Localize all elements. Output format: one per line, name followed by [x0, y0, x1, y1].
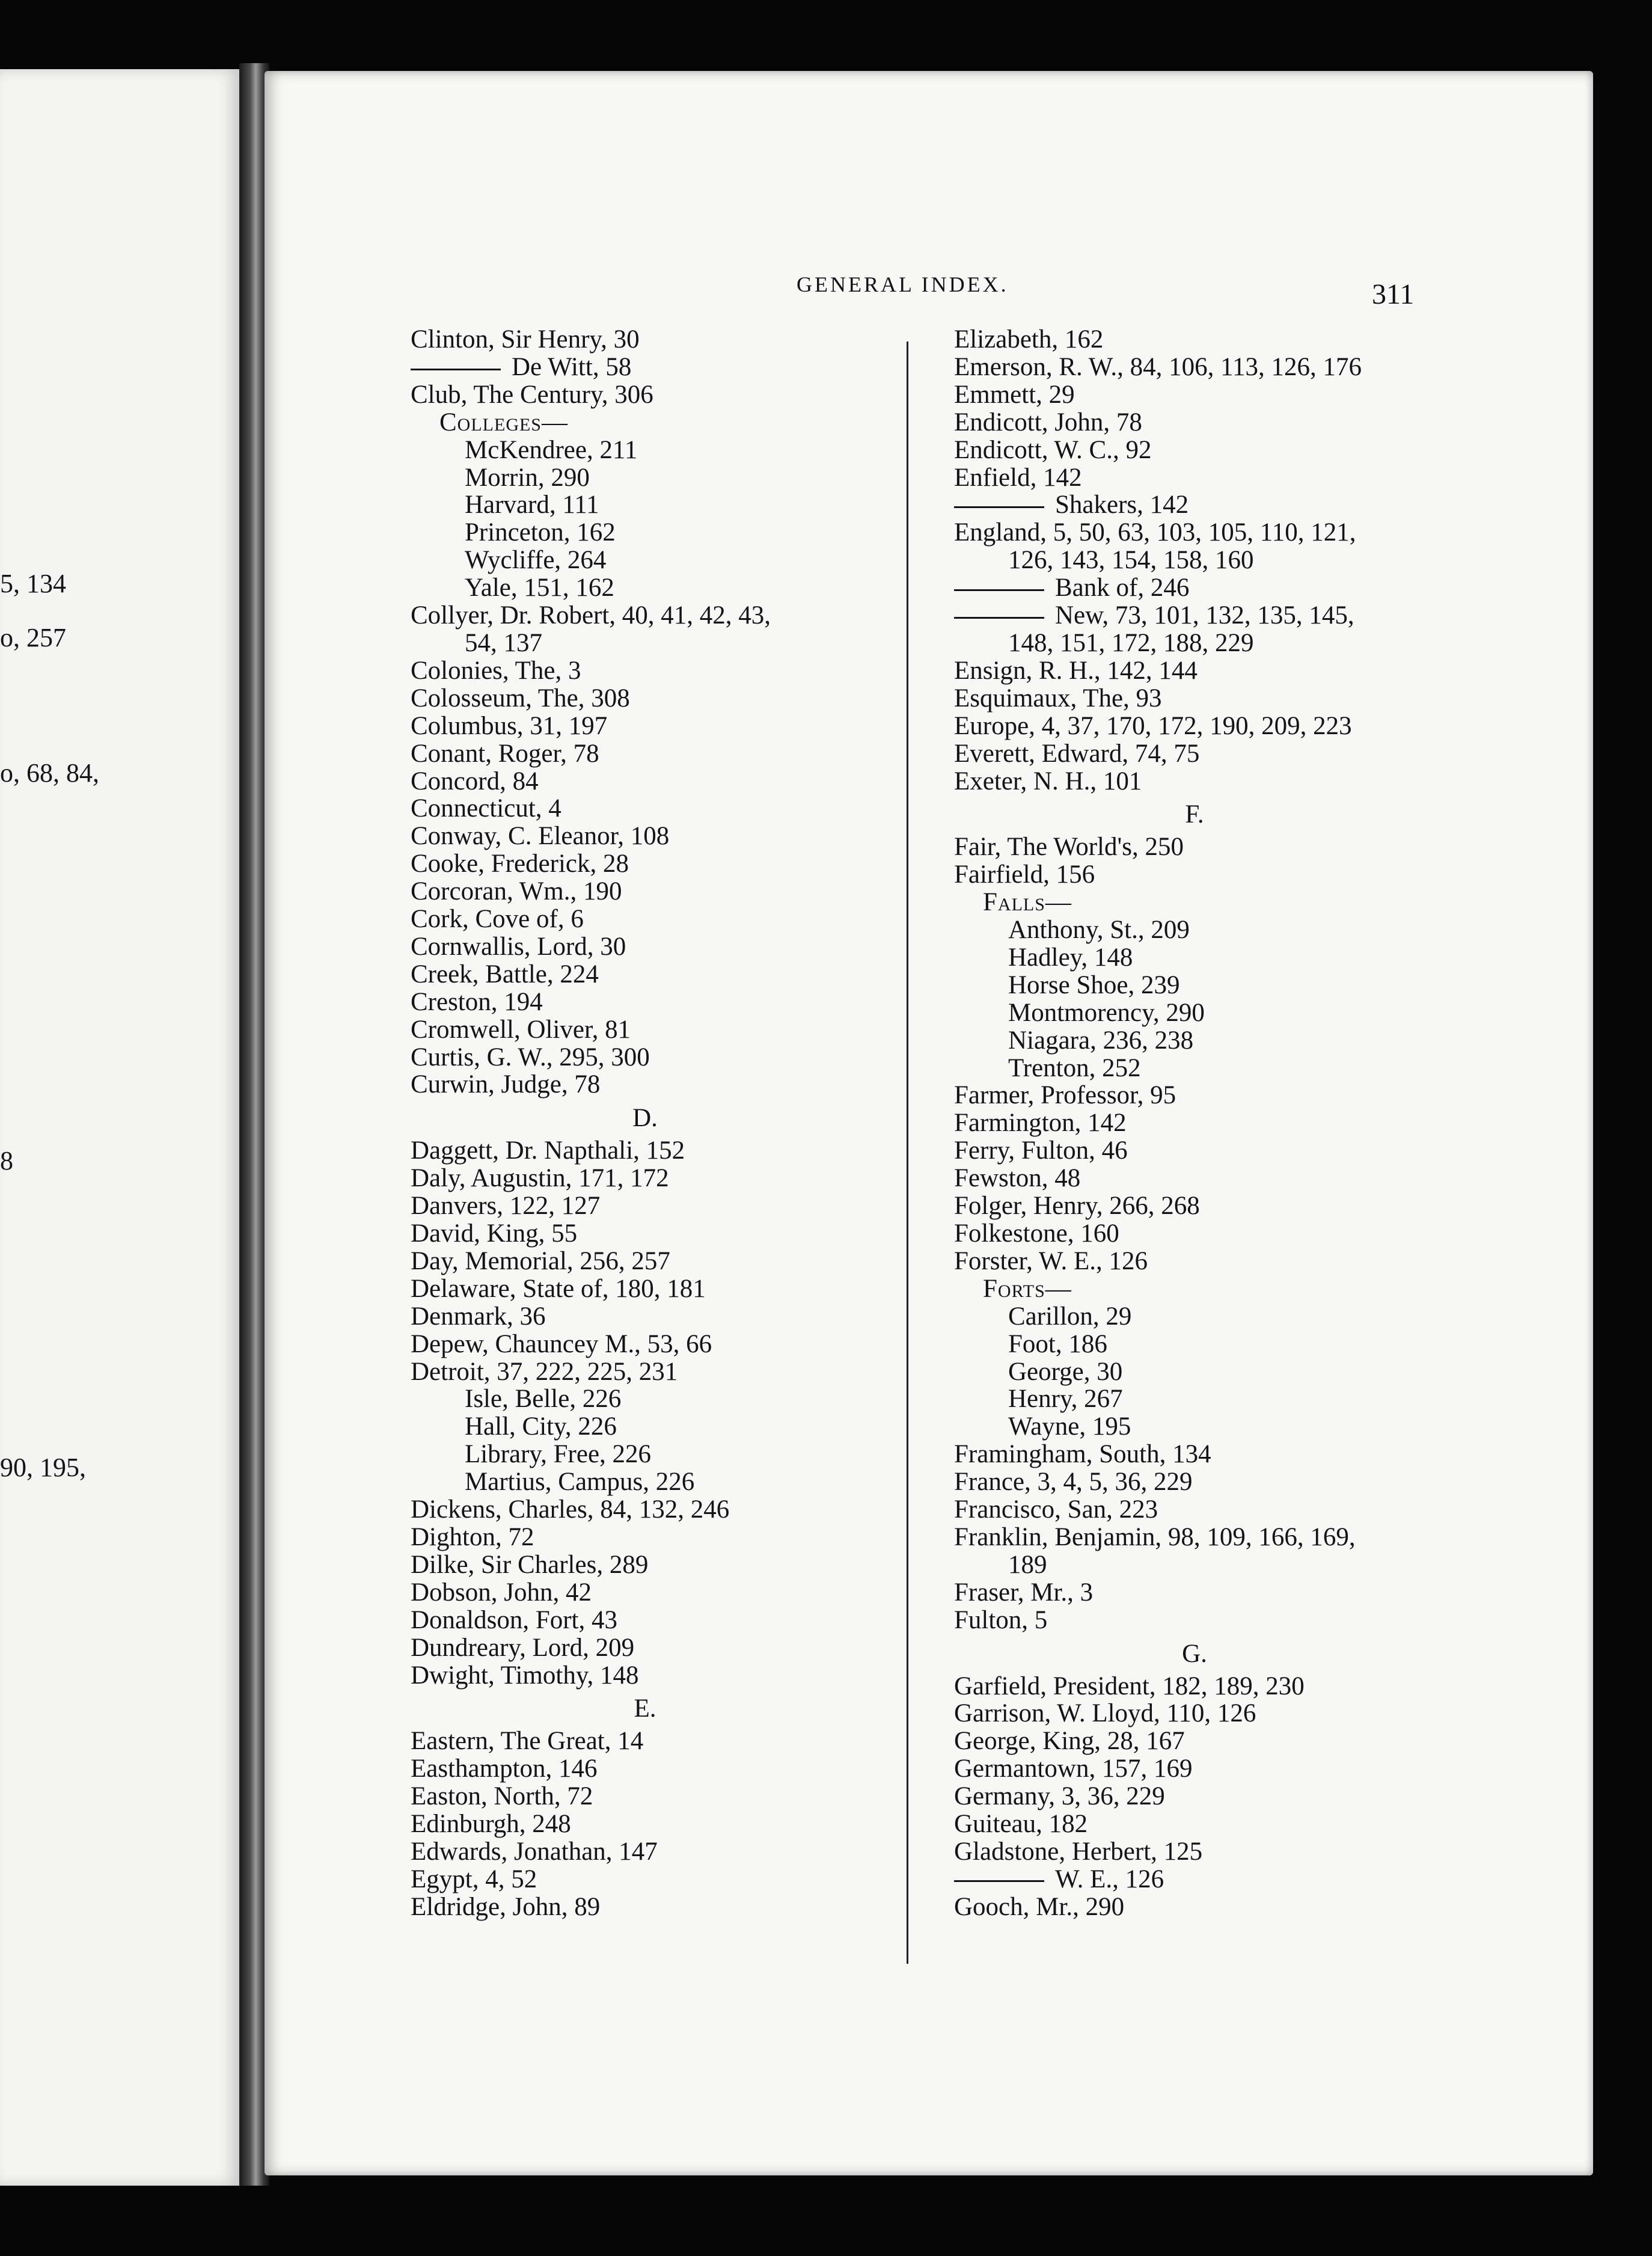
entry-text: Cooke, Frederick, 28 — [411, 850, 629, 878]
index-entry — [411, 823, 880, 850]
index-entry — [954, 1755, 1435, 1783]
entry-text: Dundreary, Lord, 209 — [411, 1633, 635, 1662]
index-entry — [411, 464, 880, 492]
previous-page-fragment: o, 257 — [0, 623, 66, 652]
entry-text: Library, Free, 226 — [465, 1440, 652, 1469]
index-entry — [411, 574, 880, 602]
index-subheading — [954, 1275, 1435, 1303]
index-subheading — [954, 889, 1435, 916]
index-entry-continuation — [954, 1551, 1435, 1579]
index-subheading — [411, 409, 880, 437]
entry-text: Delaware, State of, 180, 181 — [411, 1274, 706, 1303]
index-entry — [954, 464, 1435, 492]
entry-text: Guiteau, 182 — [954, 1810, 1088, 1839]
index-entry — [954, 1441, 1435, 1468]
entry-text: Colonies, The, 3 — [411, 656, 581, 685]
entry-text: Niagara, 236, 238 — [1008, 1026, 1194, 1055]
entry-text: Denmark, 36 — [411, 1302, 546, 1331]
entry-text: Martius, Campus, 226 — [465, 1468, 695, 1497]
index-entry — [954, 1838, 1435, 1866]
index-entry — [411, 1331, 880, 1358]
previous-page-fragment: 5, 134 — [0, 569, 66, 598]
index-entry — [954, 1700, 1435, 1727]
entry-text: Ensign, R. H., 142, 144 — [954, 656, 1198, 685]
entry-text: Folkestone, 160 — [954, 1219, 1119, 1248]
previous-page — [0, 69, 243, 2186]
index-entry — [411, 1634, 880, 1662]
previous-page-fragment: o, 68, 84, — [0, 758, 99, 788]
entry-text: Conway, C. Eleanor, 108 — [411, 822, 670, 851]
entry-text: Cork, Cove of, 6 — [411, 905, 584, 934]
entry-text: Henry, 267 — [1008, 1385, 1123, 1414]
index-entry — [954, 1783, 1435, 1810]
entry-text: W. E., 126 — [1055, 1865, 1164, 1893]
index-entry — [411, 795, 880, 823]
index-entry — [411, 1220, 880, 1248]
index-entry — [954, 1027, 1435, 1055]
index-entry — [954, 1220, 1435, 1248]
letter-heading: G. — [1182, 1639, 1207, 1668]
entry-text: McKendree, 211 — [465, 435, 638, 464]
entry-text: Edinburgh, 248 — [411, 1810, 571, 1839]
entry-text: Easthampton, 146 — [411, 1755, 598, 1783]
entry-text: Trenton, 252 — [1008, 1053, 1141, 1082]
index-entry — [954, 437, 1435, 464]
entry-text: Detroit, 37, 222, 225, 231 — [411, 1357, 678, 1386]
entry-text: Dighton, 72 — [411, 1522, 534, 1551]
index-entry — [411, 1783, 880, 1810]
index-entry — [411, 1755, 880, 1783]
entry-text: Fairfield, 156 — [954, 860, 1095, 889]
index-entry — [954, 768, 1435, 795]
index-entry — [411, 878, 880, 906]
ditto-dash — [411, 369, 501, 370]
entry-text: France, 3, 4, 5, 36, 229 — [954, 1468, 1193, 1497]
entry-text: Creston, 194 — [411, 987, 543, 1016]
entry-text: 189 — [1008, 1550, 1047, 1579]
entry-text: 126, 143, 154, 158, 160 — [1008, 546, 1254, 575]
index-entry — [411, 326, 880, 354]
index-entry — [411, 933, 880, 961]
entry-text: Columbus, 31, 197 — [411, 711, 608, 740]
entry-text: Hall, City, 226 — [465, 1412, 617, 1441]
index-entry — [954, 1192, 1435, 1220]
index-entry — [954, 1496, 1435, 1524]
index-entry — [954, 944, 1435, 972]
index-entry — [411, 1727, 880, 1755]
index-entry — [411, 1524, 880, 1551]
entry-text: Franklin, Benjamin, 98, 109, 166, 169, — [954, 1522, 1356, 1551]
entry-text: Gladstone, Herbert, 125 — [954, 1837, 1203, 1866]
page-number: 311 — [1372, 278, 1415, 310]
entry-text: Daggett, Dr. Napthali, 152 — [411, 1136, 685, 1165]
entry-text: Isle, Belle, 226 — [465, 1385, 622, 1414]
entry-text: Emmett, 29 — [954, 380, 1075, 409]
entry-text: Esquimaux, The, 93 — [954, 684, 1162, 713]
index-column-right — [954, 326, 1435, 1921]
entry-text: Eldridge, John, 89 — [411, 1892, 601, 1921]
index-entry — [954, 1055, 1435, 1082]
entry-text: Shakers, 142 — [1055, 491, 1189, 520]
entry-text: Curwin, Judge, 78 — [411, 1070, 601, 1099]
entry-text: Elizabeth, 162 — [954, 325, 1104, 354]
entry-text: Forts— — [983, 1274, 1072, 1303]
entry-text: Germany, 3, 36, 229 — [954, 1782, 1165, 1811]
index-entry — [411, 1303, 880, 1331]
entry-text: Egypt, 4, 52 — [411, 1865, 537, 1893]
index-entry — [954, 861, 1435, 889]
index-entry — [411, 1275, 880, 1303]
entry-text: Collyer, Dr. Robert, 40, 41, 42, 43, — [411, 601, 771, 630]
letter-heading: D. — [632, 1104, 658, 1133]
entry-text: David, King, 55 — [411, 1219, 578, 1248]
index-entry — [954, 519, 1435, 547]
index-entry — [954, 1137, 1435, 1165]
index-entry-continuation — [954, 547, 1435, 574]
index-entry — [954, 657, 1435, 685]
index-entry — [411, 602, 880, 630]
index-entry — [411, 1441, 880, 1468]
index-entry — [954, 602, 1435, 630]
entry-text: Wycliffe, 264 — [465, 546, 607, 575]
entry-text: Colosseum, The, 308 — [411, 684, 630, 713]
index-entry — [954, 740, 1435, 768]
index-entry — [954, 916, 1435, 944]
entry-text: Colleges— — [439, 408, 568, 437]
entry-text: Princeton, 162 — [465, 518, 616, 547]
entry-text: Depew, Chauncey M., 53, 66 — [411, 1329, 712, 1358]
index-entry — [411, 354, 880, 381]
entry-text: Gooch, Mr., 290 — [954, 1892, 1125, 1921]
entry-text: Daly, Augustin, 171, 172 — [411, 1164, 669, 1193]
index-entry — [411, 961, 880, 989]
entry-text: Eastern, The Great, 14 — [411, 1727, 644, 1756]
index-entry — [954, 1727, 1435, 1755]
letter-heading: F. — [1185, 800, 1204, 829]
ditto-dash — [954, 589, 1044, 591]
index-entry — [411, 1496, 880, 1524]
index-entry — [411, 519, 880, 547]
previous-page-fragment: 8 — [0, 1146, 13, 1176]
index-entry — [954, 1165, 1435, 1192]
index-entry — [954, 999, 1435, 1027]
entry-text: New, 73, 101, 132, 135, 145, — [1055, 601, 1354, 630]
index-entry — [411, 906, 880, 933]
entry-text: Connecticut, 4 — [411, 794, 561, 823]
index-entry — [411, 768, 880, 795]
index-entry — [411, 1358, 880, 1386]
entry-text: Foot, 186 — [1008, 1329, 1107, 1358]
index-entry — [954, 1810, 1435, 1838]
entry-text: Fulton, 5 — [954, 1605, 1048, 1634]
entry-text: Morrin, 290 — [465, 463, 590, 492]
entry-text: Fraser, Mr., 3 — [954, 1578, 1094, 1607]
index-entry — [411, 989, 880, 1016]
index-entry — [954, 713, 1435, 740]
entry-text: Dobson, John, 42 — [411, 1578, 592, 1607]
entry-text: Fewston, 48 — [954, 1164, 1081, 1193]
index-entry — [411, 850, 880, 878]
entry-text: 148, 151, 172, 188, 229 — [1008, 628, 1254, 657]
entry-text: Club, The Century, 306 — [411, 380, 653, 409]
index-entry — [954, 1673, 1435, 1700]
index-entry — [411, 491, 880, 519]
index-entry — [411, 1662, 880, 1690]
entry-text: Endicott, John, 78 — [954, 408, 1142, 437]
entry-text: Endicott, W. C., 92 — [954, 435, 1152, 464]
index-entry — [954, 574, 1435, 602]
index-entry — [411, 1551, 880, 1579]
entry-text: Yale, 151, 162 — [465, 574, 614, 602]
letter-heading: E. — [634, 1694, 656, 1723]
entry-text: Everett, Edward, 74, 75 — [954, 739, 1200, 768]
previous-page-fragment: 90, 195, — [0, 1453, 86, 1482]
entry-text: Easton, North, 72 — [411, 1782, 593, 1811]
entry-text: Cromwell, Oliver, 81 — [411, 1015, 631, 1044]
index-entry — [954, 1607, 1435, 1634]
index-entry — [411, 1071, 880, 1099]
entry-text: Clinton, Sir Henry, 30 — [411, 325, 640, 354]
index-entry — [411, 657, 880, 685]
entry-text: Edwards, Jonathan, 147 — [411, 1837, 658, 1866]
entry-text: Emerson, R. W., 84, 106, 113, 126, 176 — [954, 352, 1362, 381]
index-entry — [954, 1385, 1435, 1413]
entry-text: Montmorency, 290 — [1008, 998, 1205, 1027]
index-entry — [411, 1810, 880, 1838]
index-entry — [954, 1579, 1435, 1607]
index-entry — [954, 1358, 1435, 1386]
index-entry — [954, 1866, 1435, 1893]
index-entry — [411, 1579, 880, 1607]
index-entry — [411, 1893, 880, 1921]
entry-text: Dilke, Sir Charles, 289 — [411, 1550, 649, 1579]
entry-text: Harvard, 111 — [465, 491, 599, 520]
entry-text: George, 30 — [1008, 1357, 1123, 1386]
index-entry — [954, 1524, 1435, 1551]
entry-text: Donaldson, Fort, 43 — [411, 1605, 617, 1634]
index-entry — [411, 547, 880, 574]
ditto-dash — [954, 506, 1044, 508]
index-entry — [411, 740, 880, 768]
index-entry — [411, 1385, 880, 1413]
entry-text: 54, 137 — [465, 628, 542, 657]
index-entry — [411, 1165, 880, 1192]
index-entry — [411, 713, 880, 740]
index-entry — [411, 1044, 880, 1071]
index-column-left — [411, 326, 880, 1921]
entry-text: Concord, 84 — [411, 767, 539, 795]
index-entry — [411, 685, 880, 713]
entry-text: Fair, The World's, 250 — [954, 833, 1184, 862]
index-entry — [954, 326, 1435, 354]
index-entry — [954, 1303, 1435, 1331]
index-entry — [954, 1109, 1435, 1137]
index-entry — [954, 1082, 1435, 1109]
index-entry — [954, 972, 1435, 999]
entry-text: Carillon, 29 — [1008, 1302, 1132, 1331]
index-entry — [954, 1248, 1435, 1275]
index-entry — [954, 1893, 1435, 1921]
entry-text: Danvers, 122, 127 — [411, 1192, 601, 1221]
entry-text: Germantown, 157, 169 — [954, 1755, 1193, 1783]
ditto-dash — [954, 1880, 1044, 1882]
entry-text: Day, Memorial, 256, 257 — [411, 1246, 670, 1275]
index-entry — [411, 1607, 880, 1634]
index-entry-continuation — [411, 630, 880, 657]
index-entry — [411, 1248, 880, 1275]
entry-text: Enfield, 142 — [954, 463, 1082, 492]
index-entry — [954, 491, 1435, 519]
entry-text: Conant, Roger, 78 — [411, 739, 599, 768]
index-entry — [954, 833, 1435, 861]
index-entry — [411, 437, 880, 464]
index-entry — [954, 1331, 1435, 1358]
index-entry — [411, 1016, 880, 1044]
entry-text: Francisco, San, 223 — [954, 1495, 1158, 1524]
entry-text: Garfield, President, 182, 189, 230 — [954, 1672, 1305, 1700]
entry-text: Farmington, 142 — [954, 1109, 1127, 1138]
entry-text: Corcoran, Wm., 190 — [411, 877, 622, 906]
entry-text: Folger, Henry, 266, 268 — [954, 1192, 1200, 1221]
entry-text: Ferry, Fulton, 46 — [954, 1136, 1128, 1165]
index-entry — [411, 1137, 880, 1165]
entry-text: Europe, 4, 37, 170, 172, 190, 209, 223 — [954, 711, 1352, 740]
ditto-dash — [954, 617, 1044, 619]
index-entry-continuation — [954, 630, 1435, 657]
entry-text: Falls— — [983, 888, 1072, 917]
entry-text: George, King, 28, 167 — [954, 1727, 1185, 1756]
entry-text: Curtis, G. W., 295, 300 — [411, 1043, 650, 1071]
entry-text: Creek, Battle, 224 — [411, 960, 599, 989]
index-entry — [954, 409, 1435, 437]
entry-text: Farmer, Professor, 95 — [954, 1081, 1176, 1110]
entry-text: Horse Shoe, 239 — [1008, 970, 1180, 999]
index-entry — [411, 381, 880, 409]
index-entry — [411, 1413, 880, 1441]
entry-text: Bank of, 246 — [1055, 574, 1190, 602]
running-head: GENERAL INDEX. — [797, 272, 1009, 296]
index-entry — [954, 381, 1435, 409]
index-entry — [954, 354, 1435, 381]
index-entry — [954, 1413, 1435, 1441]
entry-text: Dickens, Charles, 84, 132, 246 — [411, 1495, 730, 1524]
index-entry — [411, 1192, 880, 1220]
entry-text: Framingham, South, 134 — [954, 1440, 1211, 1469]
index-entry — [954, 1468, 1435, 1496]
entry-text: Wayne, 195 — [1008, 1412, 1131, 1441]
entry-text: Cornwallis, Lord, 30 — [411, 932, 626, 961]
index-entry — [411, 1866, 880, 1893]
entry-text: De Witt, 58 — [512, 352, 632, 381]
entry-text: Dwight, Timothy, 148 — [411, 1661, 639, 1690]
index-entry — [411, 1838, 880, 1866]
entry-text: Forster, W. E., 126 — [954, 1246, 1148, 1275]
entry-text: Exeter, N. H., 101 — [954, 767, 1142, 795]
entry-text: Anthony, St., 209 — [1008, 916, 1190, 945]
entry-text: Hadley, 148 — [1008, 943, 1133, 972]
entry-text: Garrison, W. Lloyd, 110, 126 — [954, 1699, 1256, 1728]
index-entry — [954, 685, 1435, 713]
entry-text: England, 5, 50, 63, 103, 105, 110, 121, — [954, 518, 1356, 547]
index-entry — [411, 1468, 880, 1496]
column-divider — [907, 342, 908, 1964]
